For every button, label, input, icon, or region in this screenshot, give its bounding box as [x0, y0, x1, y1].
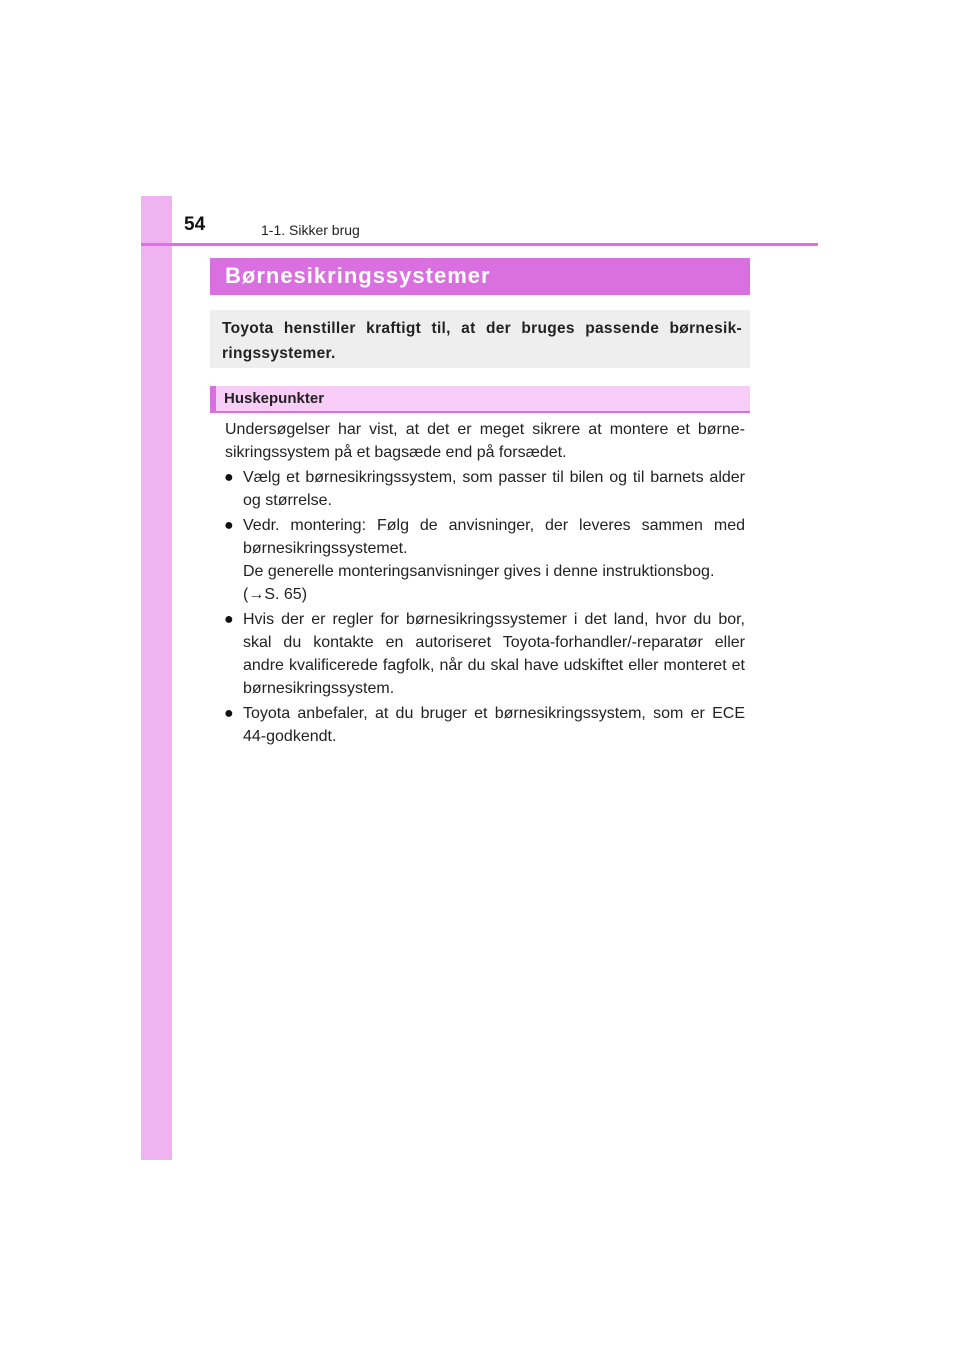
bullet-icon: ● — [224, 469, 234, 486]
bullet-icon: ● — [224, 705, 234, 722]
bullet-icon: ● — [224, 517, 234, 534]
note-paragraph: Undersøgelser har vist, at det er meget sikrere at montere et børne-sikringssystem på et bagsæde end på forsædet. — [225, 421, 745, 461]
list-item — [225, 514, 745, 606]
list-item — [225, 466, 745, 512]
note-title: Huskepunkter — [224, 390, 325, 407]
intro-text: Toyota henstiller kraftigt til, at der bruges passende børnesik-ringssystemer. — [222, 320, 742, 362]
chapter-sidebar-tab — [141, 196, 172, 1160]
page-reference-link[interactable]: (→S. 65) — [243, 586, 308, 603]
note-header — [210, 386, 750, 413]
list-item-text: Toyota anbefaler, at du bruger et børnesikringssystem, som er ECE 44-godkendt. — [243, 705, 745, 745]
intro-box — [210, 310, 750, 368]
note-body — [225, 418, 745, 748]
list-item-text: Hvis der er regler for børnesikringssystemer i det land, hvor du bor, skal du kontakte en autoriseret Toyota-forhandler/-reparatør eller andre kvalificerede fagfolk, når du skal have udskiftet eller monteret et børnesikringssystem. — [243, 611, 745, 697]
page-title: Børnesikringssystemer — [225, 263, 491, 288]
bullet-icon: ● — [224, 611, 234, 628]
list-item-text: Vedr. montering: Følg de anvisninger, der leveres sammen med børnesikringssystemet. — [243, 517, 745, 557]
page-number: 54 — [184, 214, 206, 235]
list-item — [225, 608, 745, 700]
list-item-text: De generelle monteringsanvisninger gives i denne instruktionsbog. — [243, 563, 715, 580]
list-item — [225, 702, 745, 748]
header-divider — [141, 243, 818, 246]
list-item-text: Vælg et børnesikringssystem, som passer til bilen og til barnets alder og størrelse. — [243, 469, 745, 509]
title-banner — [210, 258, 750, 295]
section-heading: 1-1. Sikker brug — [261, 222, 360, 238]
